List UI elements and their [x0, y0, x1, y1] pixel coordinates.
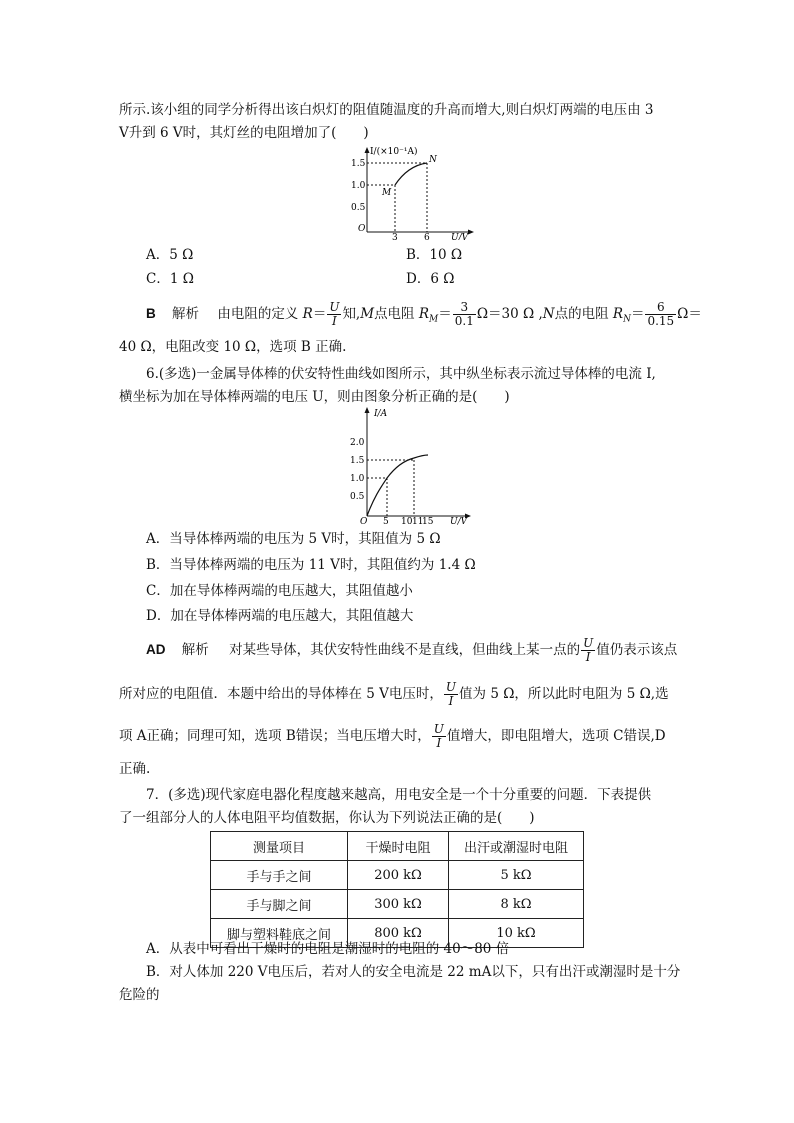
table-cell: 800 kΩ — [348, 919, 449, 948]
formula-eq-3: ＝ — [630, 306, 645, 322]
table-header: 测量项目 — [211, 832, 348, 861]
table-cell: 手与脚之间 — [211, 890, 348, 919]
table-header-row — [211, 832, 584, 861]
q6-sol-2a: 所对应的电阻值．本题中给出的导体棒在 5 V电压时， — [119, 686, 443, 702]
fraction-6-over-015 — [645, 301, 676, 328]
frac-den-015: 0.15 — [647, 314, 675, 328]
q5-analysis-label: 解析 — [172, 306, 200, 322]
y-tick-0.5: 0.5 — [351, 203, 366, 213]
point-m-label: M — [382, 188, 392, 198]
q6-option-a: A．当导体棒两端的电压为 5 V时，其阻值为 5 Ω — [146, 531, 441, 547]
q5-sol-text-d: Ω＝30 Ω , — [476, 306, 543, 322]
frac-den: I — [436, 736, 442, 750]
y-axis-arrow — [365, 407, 370, 413]
fraction-u-over-i — [444, 681, 458, 708]
iu-curve — [367, 455, 428, 516]
q6-line-1: 6.(多选)一金属导体棒的伏安特性曲线如图所示，其中纵坐标表示流过导体棒的电流 I, — [146, 366, 656, 382]
body-resistance-table — [210, 831, 584, 948]
y-tick-1.0: 1.0 — [351, 181, 366, 191]
table-cell: 300 kΩ — [348, 890, 449, 919]
y-tick-2.0: 2.0 — [350, 438, 365, 448]
formula-rm: R — [418, 306, 430, 322]
lamp-curve — [395, 163, 427, 185]
q7-option-b-line-2: 危险的 — [119, 987, 160, 1003]
origin-label: O — [360, 517, 368, 527]
q5-sol-text-f: Ω＝ — [677, 306, 702, 322]
q7-line-2: 了一组部分人的人体电阻平均值数据，你认为下列说法正确的是( ) — [119, 810, 535, 826]
point-n-label: N — [429, 155, 437, 165]
y-axis-label: I/(×10⁻¹A) — [370, 147, 418, 157]
frac-num-6: 6 — [645, 301, 676, 315]
q6-line-2: 横坐标为加在导体棒两端的电压 U，则由图象分析正确的是( ) — [119, 389, 510, 405]
frac-den: I — [448, 694, 454, 708]
fraction-3-over-01 — [453, 301, 476, 328]
table-header: 出汗或潮湿时电阻 — [449, 832, 584, 861]
frac-num: U — [445, 680, 457, 694]
x-axis-label: U/V — [451, 233, 469, 240]
chart-rod-iu — [336, 402, 476, 527]
point-m: M — [360, 306, 375, 322]
table-cell: 200 kΩ — [348, 861, 449, 890]
q6-option-d: D．加在导体棒两端的电压越大，其阻值越大 — [146, 608, 414, 624]
q7-option-a: A．从表中可看出干燥时的电阻是潮湿时的电阻的 40～80 倍 — [146, 941, 510, 957]
table-cell: 10 kΩ — [449, 919, 584, 948]
y-tick-1.5: 1.5 — [350, 456, 365, 466]
table-row — [211, 890, 584, 919]
intro-line-1: 所示.该小组的同学分析得出该白炽灯的阻值随温度的升高而增大,则白炽灯两端的电压由 3 — [119, 102, 654, 118]
frac-den-01: 0.1 — [454, 314, 474, 328]
y-axis-label: I/A — [374, 409, 388, 419]
x-tick-15: 15 — [422, 517, 434, 527]
frac-num: U — [433, 722, 444, 736]
q6-sol-1a: 对某些导体，其伏安特性曲线不是直线，但曲线上某一点的 — [229, 642, 581, 658]
fraction-u-over-i — [432, 723, 446, 750]
x-tick-5: 5 — [383, 517, 389, 527]
table-cell: 8 kΩ — [449, 890, 584, 919]
q5-option-b: B．10 Ω — [406, 247, 463, 263]
x-tick-11: 11 — [412, 517, 424, 527]
fraction-u-over-i — [581, 637, 595, 664]
q5-answer: B — [146, 306, 156, 321]
q5-sol-text-c: 点电阻 — [374, 306, 415, 322]
frac-num-3: 3 — [453, 301, 476, 315]
formula-eq: ＝ — [312, 306, 327, 322]
q6-sol-3b: 值增大，即电阻增大，选项 C错误,D — [446, 728, 666, 744]
q5-option-a: A．5 Ω — [146, 247, 194, 263]
table-row — [211, 861, 584, 890]
q6-option-c: C．加在导体棒两端的电压越大，其阻值越小 — [146, 583, 413, 599]
q7-option-b-line-1: B．对人体加 220 V电压后，若对人的安全电流是 22 mA以下，只有出汗或潮湿时是十分 — [146, 964, 681, 980]
x-axis-arrow — [468, 230, 474, 235]
frac-den: I — [332, 314, 337, 328]
formula-rm-sub: M — [429, 314, 439, 325]
formula-rn: R — [612, 306, 624, 322]
frac-den: I — [585, 650, 591, 664]
y-axis-arrow — [365, 147, 370, 153]
x-tick-6: 6 — [424, 233, 430, 240]
table-header: 干燥时电阻 — [348, 832, 449, 861]
x-axis-label: U/V — [450, 517, 468, 527]
q5-sol-text-a: 由电阻的定义 — [217, 306, 299, 322]
frac-num: U — [583, 636, 594, 650]
q6-sol-3a: 项 A正确；同理可知，选项 B错误；当电压增大时， — [119, 728, 431, 744]
q6-sol-2b: 值为 5 Ω，所以此时电阻为 5 Ω,选 — [459, 686, 669, 702]
q6-sol-1b: 值仍表示该点 — [596, 642, 678, 658]
y-tick-0.5: 0.5 — [350, 492, 365, 502]
formula-rn-sub: N — [623, 314, 631, 325]
x-tick-10: 10 — [401, 517, 413, 527]
y-tick-1.5: 1.5 — [351, 159, 366, 169]
q5-option-d: D．6 Ω — [406, 271, 455, 287]
origin-label: O — [358, 224, 366, 234]
q5-solution-line-2: 40 Ω，电阻改变 10 Ω，选项 B 正确. — [119, 339, 347, 355]
q6-answer: AD — [146, 642, 166, 657]
q6-analysis-label: 解析 — [181, 642, 209, 658]
point-n: N — [542, 306, 555, 322]
table-cell: 脚与塑料鞋底之间 — [211, 919, 348, 948]
formula-r: R — [302, 306, 313, 322]
frac-num: U — [329, 300, 340, 314]
q6-solution-line-3 — [119, 720, 666, 752]
fraction-u-over-i — [327, 301, 341, 328]
table-cell: 5 kΩ — [449, 861, 584, 890]
q5-sol-text-e: 点的电阻 — [554, 306, 609, 322]
x-tick-3: 3 — [392, 233, 398, 240]
q6-solution-line-4: 正确. — [119, 761, 151, 777]
q6-option-b: B．当导体棒两端的电压为 11 V时，其阻值约为 1.4 Ω — [146, 557, 476, 573]
q5-sol-text-b: 知, — [342, 306, 361, 322]
q7-line-1: 7．(多选)现代家庭电器化程度越来越高，用电安全是一个十分重要的问题．下表提供 — [146, 787, 652, 803]
q6-solution-line-2 — [119, 678, 669, 710]
q5-solution-line-1 — [146, 297, 702, 337]
q6-solution-line-1 — [146, 634, 677, 666]
chart-lamp-iu — [338, 140, 478, 240]
q5-option-c: C．1 Ω — [146, 271, 194, 287]
y-tick-1.0: 1.0 — [350, 474, 365, 484]
table-cell: 手与手之间 — [211, 861, 348, 890]
intro-line-2: V升到 6 V时，其灯丝的电阻增加了( ) — [119, 125, 369, 141]
formula-eq-2: ＝ — [438, 306, 452, 322]
